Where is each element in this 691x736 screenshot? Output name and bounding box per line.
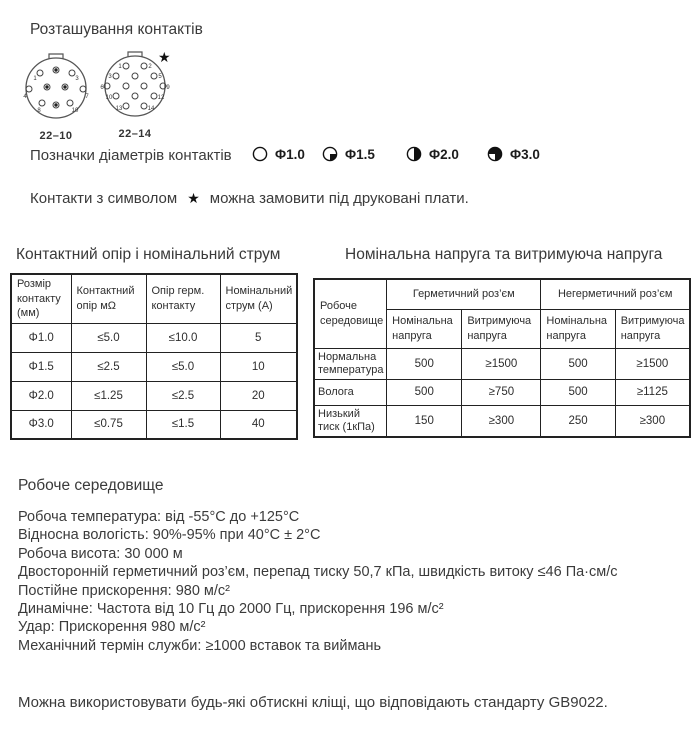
column-header: Опір герм. контакту [146, 274, 220, 323]
table-row [314, 405, 690, 437]
star-icon: ★ [187, 190, 200, 206]
environment-specs [18, 508, 618, 655]
contact-diameter-icon [252, 146, 268, 162]
environment-title: Робоче середовище [18, 477, 164, 494]
contact-layout-title: Розташування контактів [30, 21, 203, 38]
diameter-label: Φ3.0 [510, 146, 540, 162]
star-note-text-before: Контакти з символом [30, 190, 178, 207]
diameter-legend-label: Позначки діаметрів контактів [30, 147, 232, 164]
resistance-current-table [10, 273, 298, 440]
cell: Φ1.0 [11, 323, 71, 352]
cell: ≥300 [462, 405, 541, 437]
svg-text:1: 1 [118, 64, 122, 70]
cell: ≤1.5 [146, 410, 220, 439]
pcb-star-note [30, 190, 469, 207]
svg-text:1: 1 [33, 76, 37, 82]
svg-text:2: 2 [148, 64, 152, 70]
connector-shell-label: 22–10 [39, 130, 73, 142]
cell: Φ3.0 [11, 410, 71, 439]
cell: 500 [387, 348, 462, 379]
diameter-label: Φ2.0 [429, 146, 459, 162]
cell: ≤5.0 [146, 352, 220, 381]
cell: ≤2.5 [71, 352, 146, 381]
svg-text:14: 14 [147, 106, 155, 112]
group-header: Герметичний роз’єм [387, 279, 541, 309]
cell: 5 [220, 323, 297, 352]
sub-header: Витримуюча напруга [462, 309, 541, 348]
resistance-table-title: Контактний опір і номінальний струм [16, 246, 281, 263]
spec-line: Робоча температура: від -55°C до +125°C [18, 509, 300, 525]
cell: ≤2.5 [146, 381, 220, 410]
contact-diameter-icon [406, 146, 422, 162]
sub-header: Номінальна напруга [387, 309, 462, 348]
star-note-text-after: можна замовити під друковані плати. [209, 190, 469, 207]
cell: 150 [387, 405, 462, 437]
svg-text:6: 6 [100, 85, 104, 91]
table-row [314, 379, 690, 405]
diameter-symbol-item [487, 146, 540, 162]
cell: ≥1500 [462, 348, 541, 379]
svg-text:13: 13 [115, 106, 123, 112]
group-header: Негерметичний роз’єм [541, 279, 690, 309]
diameter-symbol-item [252, 146, 305, 162]
column-header: Розмір контакту (мм) [11, 274, 71, 323]
svg-text:3: 3 [108, 74, 112, 80]
svg-text:10: 10 [71, 108, 79, 114]
svg-text:4: 4 [23, 94, 27, 100]
spec-line: Удар: Прискорення 980 м/с² [18, 619, 206, 636]
cell: 500 [541, 348, 615, 379]
row-label: Волога [314, 379, 387, 405]
svg-text:5: 5 [158, 74, 162, 80]
svg-text:9: 9 [166, 85, 170, 91]
spec-line: Динамічне: Частота від 10 Гц до 2000 Гц, прискорення 196 м/с² [18, 601, 444, 618]
diameter-label: Φ1.5 [345, 146, 375, 162]
cell: ≥1500 [615, 348, 690, 379]
cell: Φ2.0 [11, 381, 71, 410]
cell: ≤5.0 [71, 323, 146, 352]
connector-face-drawing [17, 52, 95, 124]
svg-text:7: 7 [85, 94, 89, 100]
spec-line: Постійне прискорення: 980 м/с² [18, 582, 230, 599]
column-header: Контактний опір мΩ [71, 274, 146, 323]
corner-header: Робоче середовище [314, 279, 387, 348]
cell: 500 [387, 379, 462, 405]
cell: 20 [220, 381, 297, 410]
spec-line: Двосторонній герметичний роз’єм, перепад тиску 50,7 кПа, швидкість витоку ≤46 Па·см/с [18, 564, 618, 581]
table-row [11, 381, 297, 410]
svg-text:10: 10 [105, 95, 113, 101]
cell: 40 [220, 410, 297, 439]
cell: Φ1.5 [11, 352, 71, 381]
cell: ≤10.0 [146, 323, 220, 352]
diameter-label: Φ1.0 [275, 146, 305, 162]
table-row [11, 352, 297, 381]
cell: 250 [541, 405, 615, 437]
sub-header: Номінальна напруга [541, 309, 615, 348]
contact-diameter-icon [487, 146, 503, 162]
connector-22–10 [17, 52, 95, 142]
spec-line: Відносна вологість: 90%-95% при 40°C ± 2°C [18, 527, 321, 544]
svg-text:8: 8 [37, 108, 41, 114]
connector-shell-label: 22–14 [118, 128, 152, 140]
diameter-symbol-item [322, 146, 375, 162]
diameter-symbol-item [406, 146, 459, 162]
sub-header: Витримуюча напруга [615, 309, 690, 348]
connector-22–14 [96, 50, 174, 140]
row-label: Низький тиск (1кПа) [314, 405, 387, 437]
table-row [11, 323, 297, 352]
voltage-table-title: Номінальна напруга та витримуюча напруга [345, 246, 663, 263]
table-row [314, 348, 690, 379]
table-row [11, 410, 297, 439]
cell: ≤0.75 [71, 410, 146, 439]
row-label: Нормальна температура [314, 348, 387, 379]
voltage-table [313, 278, 691, 438]
contact-diameter-icon [322, 146, 338, 162]
cell: ≥300 [615, 405, 690, 437]
column-header: Номінальний струм (А) [220, 274, 297, 323]
cell: ≥750 [462, 379, 541, 405]
svg-text:3: 3 [75, 76, 79, 82]
cell: 500 [541, 379, 615, 405]
spec-line: Механічний термін служби: ≥1000 вставок та виймань [18, 637, 382, 654]
spec-line: Робоча висота: 30 000 м [18, 545, 183, 562]
cell: ≥1125 [615, 379, 690, 405]
pcb-star-icon: ★ [158, 49, 171, 65]
cell: ≤1.25 [71, 381, 146, 410]
crimp-tool-note: Можна використовувати будь-які обтискні кліщі, що відповідають стандарту GB9022. [18, 694, 608, 711]
svg-text:12: 12 [157, 95, 165, 101]
cell: 10 [220, 352, 297, 381]
